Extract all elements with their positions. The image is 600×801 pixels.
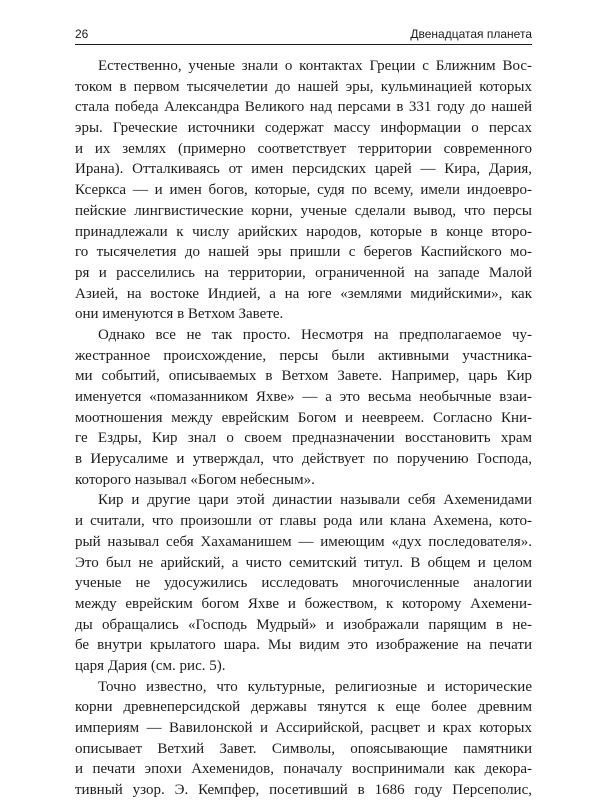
text-line: пейские лингвистические корни, ученые сделали вывод, что персы xyxy=(75,202,532,219)
text-line: корни древнеперсидской державы тянутся к еще более древним xyxy=(75,699,532,716)
text-line: и печати эпохи Ахеменидов, поначалу воспринимали как декора- xyxy=(75,761,532,778)
text-line: и считали, что произошли от главы рода или клана Ахемена, кото- xyxy=(75,513,532,530)
text-line: Однако все не так просто. Несмотря на предполагаемое чу- xyxy=(98,326,532,343)
text-line: которого называл «Богом небесным». xyxy=(75,471,315,488)
text-line: эры. Греческие источники содержат массу информации о персах xyxy=(75,120,532,137)
text-line: Это был не арийский, а чисто семитский титул. В общем и целом xyxy=(75,554,532,571)
text-line: в Иерусалиме и утверждал, что действует по поручению Господа, xyxy=(75,451,532,468)
running-title: Двенадцатая планета xyxy=(410,27,532,41)
text-line: царя Дария (см. рис. 5). xyxy=(75,657,226,674)
text-line: бе внутри крылатого шара. Мы видим это изображение на печати xyxy=(75,637,532,654)
text-line: рый называл себя Хахаманишем — имеющим «дух последователя». xyxy=(75,533,532,550)
text-line: Естественно, ученые знали о контактах Греции с Ближним Вос- xyxy=(98,58,532,74)
text-line: именуется «помазанником Яхве» — а это весьма необычные взаи- xyxy=(75,389,532,405)
paragraph xyxy=(75,490,532,676)
text-line: жестранное происхождение, персы были активными участника- xyxy=(75,347,532,364)
text-line: Ксеркса — и имен богов, которые, судя по всему, имели индоевро- xyxy=(75,182,532,199)
paragraph xyxy=(75,56,532,325)
text-line: описывает Ветхий Завет. Символы, опоясывающие памятники xyxy=(75,740,532,757)
paragraph xyxy=(75,677,532,801)
text-line: стала победа Александра Великого над персами в 331 году до нашей xyxy=(75,99,532,116)
text-line: империям — Вавилонской и Ассирийской, расцвет и крах которых xyxy=(75,720,532,736)
text-line: ге Ездры, Кир знал о своем предназначении восстановить храм xyxy=(75,430,532,447)
text-line: и их землях (примерно соответствует территории современного xyxy=(75,140,532,157)
text-line: ды обращались «Господь Мудрый» и изображали парящим в не- xyxy=(75,616,532,633)
page-header xyxy=(75,22,532,42)
paragraph xyxy=(75,325,532,491)
text-line: Ирана). Отталкиваясь от имен персидских царей — Кира, Дария, xyxy=(75,161,532,178)
page-number: 26 xyxy=(75,27,89,41)
text-line: принадлежали к числу арийских народов, которые в конце второ- xyxy=(75,223,532,240)
text-line: тивный узор. Э. Кемпфер, посетивший в 1686 году Персеполис, xyxy=(75,782,532,799)
text-line: они именуются в Ветхом Завете. xyxy=(75,306,284,323)
text-line: ми событий, описываемых в Ветхом Завете. Например, царь Кир xyxy=(75,368,532,385)
text-line: Кир и другие цари этой династии называли себя Ахеменидами xyxy=(98,492,532,509)
body-text xyxy=(75,56,532,801)
text-line: моотношения между еврейским Богом и неевреем. Согласно Кни- xyxy=(75,409,532,426)
text-line: током в первом тысячелетии до нашей эры, кульминацией которых xyxy=(75,78,532,95)
text-line: Азией, на востоке Индией, а на юге «землями мидийскими», как xyxy=(75,285,532,302)
text-line: ученые не удосужились исследовать многочисленные аналогии xyxy=(75,575,532,592)
text-line: ря и расселились на территории, ограниченной на западе Малой xyxy=(75,264,532,281)
text-line: го тысячелетия до нашей эры пришли с берегов Каспийского мо- xyxy=(75,244,532,261)
text-line: между еврейским богом Яхве и божеством, к которому Ахемени- xyxy=(75,595,532,612)
text-line: Точно известно, что культурные, религиозные и исторические xyxy=(98,678,532,695)
header-rule xyxy=(75,44,532,45)
